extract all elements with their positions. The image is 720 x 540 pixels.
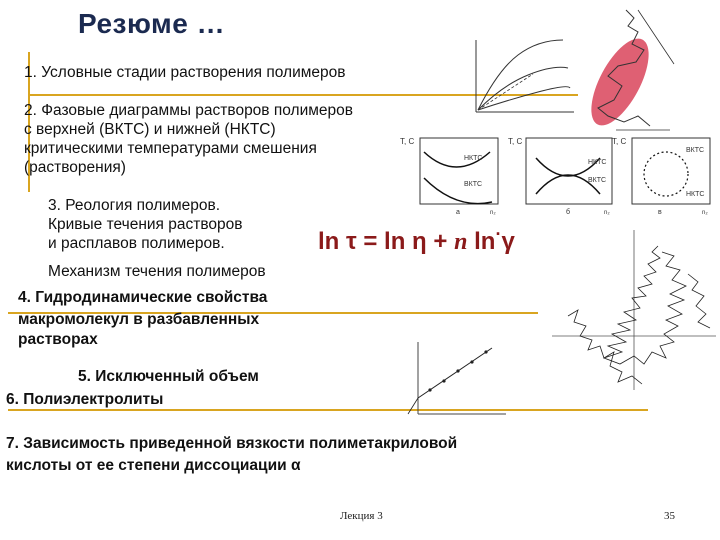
slide-title: Резюме … — [78, 8, 226, 39]
item-2-line3: критическими температурами смешения — [24, 140, 317, 157]
panel-b-letter: б — [566, 209, 571, 216]
item-3-line2: Кривые течения растворов — [48, 216, 243, 233]
panel-c-vkts-label: ВКТС — [686, 147, 705, 154]
panel-b-frame — [526, 138, 612, 204]
panel-a-letter: а — [456, 209, 460, 216]
item-7-line1: 7. Зависимость приведенной вязкости полиметакриловой — [6, 435, 458, 452]
phase-panel-a — [400, 137, 498, 216]
item-5: 5. Исключенный объем — [78, 368, 259, 385]
formula-part1: ln τ = ln η + — [318, 228, 455, 255]
viscosity-point — [428, 388, 431, 391]
panel-a-x-label: n₂ — [490, 210, 496, 216]
viscosity-extrapolation — [408, 398, 418, 414]
item-2-line2: с верхней (ВКТС) и нижней (НКТС) — [24, 121, 276, 138]
panel-c-nkts-label: НКТС — [686, 191, 705, 198]
coil-ellipse — [580, 30, 660, 134]
graph1-curve-3 — [478, 87, 570, 110]
graph1-curve-1 — [478, 40, 563, 110]
viscosity-point — [484, 350, 487, 353]
viscosity-point — [470, 360, 473, 363]
random-walk-path-1 — [604, 246, 686, 364]
random-walk-path-3 — [688, 274, 710, 328]
panel-b-x-label: n₂ — [604, 210, 610, 216]
panel-c-letter: в — [658, 209, 662, 216]
panel-a-t-label: T, C — [400, 137, 415, 146]
viscosity-point — [456, 369, 459, 372]
item-6: 6. Полиэлектролиты — [6, 391, 164, 408]
polymer-coil-diagram — [578, 4, 678, 134]
phase-diagrams — [396, 134, 714, 218]
panel-a-vkts-label: ВКТС — [464, 181, 483, 188]
phase-panel-b — [508, 137, 612, 216]
item-2-line1: 2. Фазовые диаграммы растворов полимеров — [24, 102, 353, 119]
item-4-line3: растворах — [18, 331, 98, 348]
item-1: 1. Условные стадии растворения полимеров — [24, 64, 346, 81]
item-3-line1: 3. Реология полимеров. — [48, 197, 221, 214]
random-walk-coil-image — [548, 226, 720, 394]
formula-n: n — [454, 229, 468, 255]
panel-b-vkts-label: ВКТС — [588, 177, 607, 184]
panel-a-frame — [420, 138, 498, 204]
graph1-dashed-line — [478, 74, 533, 110]
formula-part2: ln — [467, 228, 496, 255]
item-2-line4: (растворения) — [24, 159, 126, 176]
flow-formula — [318, 224, 515, 256]
dissolution-stages-graph — [458, 30, 578, 120]
viscosity-point — [442, 379, 445, 382]
footer-page-number: 35 — [664, 510, 675, 522]
panel-c-x-label: n₂ — [702, 210, 708, 216]
accent-line-3 — [8, 409, 648, 411]
item-3-line3: и расплавов полимеров. — [48, 235, 225, 252]
panel-c-closed-loop — [644, 152, 688, 196]
panel-b-nkts-label: НКТС — [588, 159, 607, 166]
graph1-curve-2 — [478, 67, 568, 110]
item-3-line4: Механизм течения полимеров — [48, 263, 266, 280]
formula-gamma: γ — [501, 228, 515, 255]
item-7-line2: кислоты от ее степени диссоциации α — [6, 457, 301, 474]
phase-panel-c — [612, 137, 710, 216]
item-4-line2: макромолекул в разбавленных — [18, 311, 260, 328]
panel-b-t-label: T, C — [508, 137, 523, 146]
viscosity-plot — [400, 336, 510, 420]
panel-c-t-label: T, C — [612, 137, 627, 146]
item-4-line1: 4. Гидродинамические свойства — [18, 289, 268, 306]
formula-dot: · — [495, 224, 502, 244]
footer-lecture: Лекция 3 — [340, 510, 383, 522]
panel-a-nkts-label: НКТС — [464, 155, 483, 162]
